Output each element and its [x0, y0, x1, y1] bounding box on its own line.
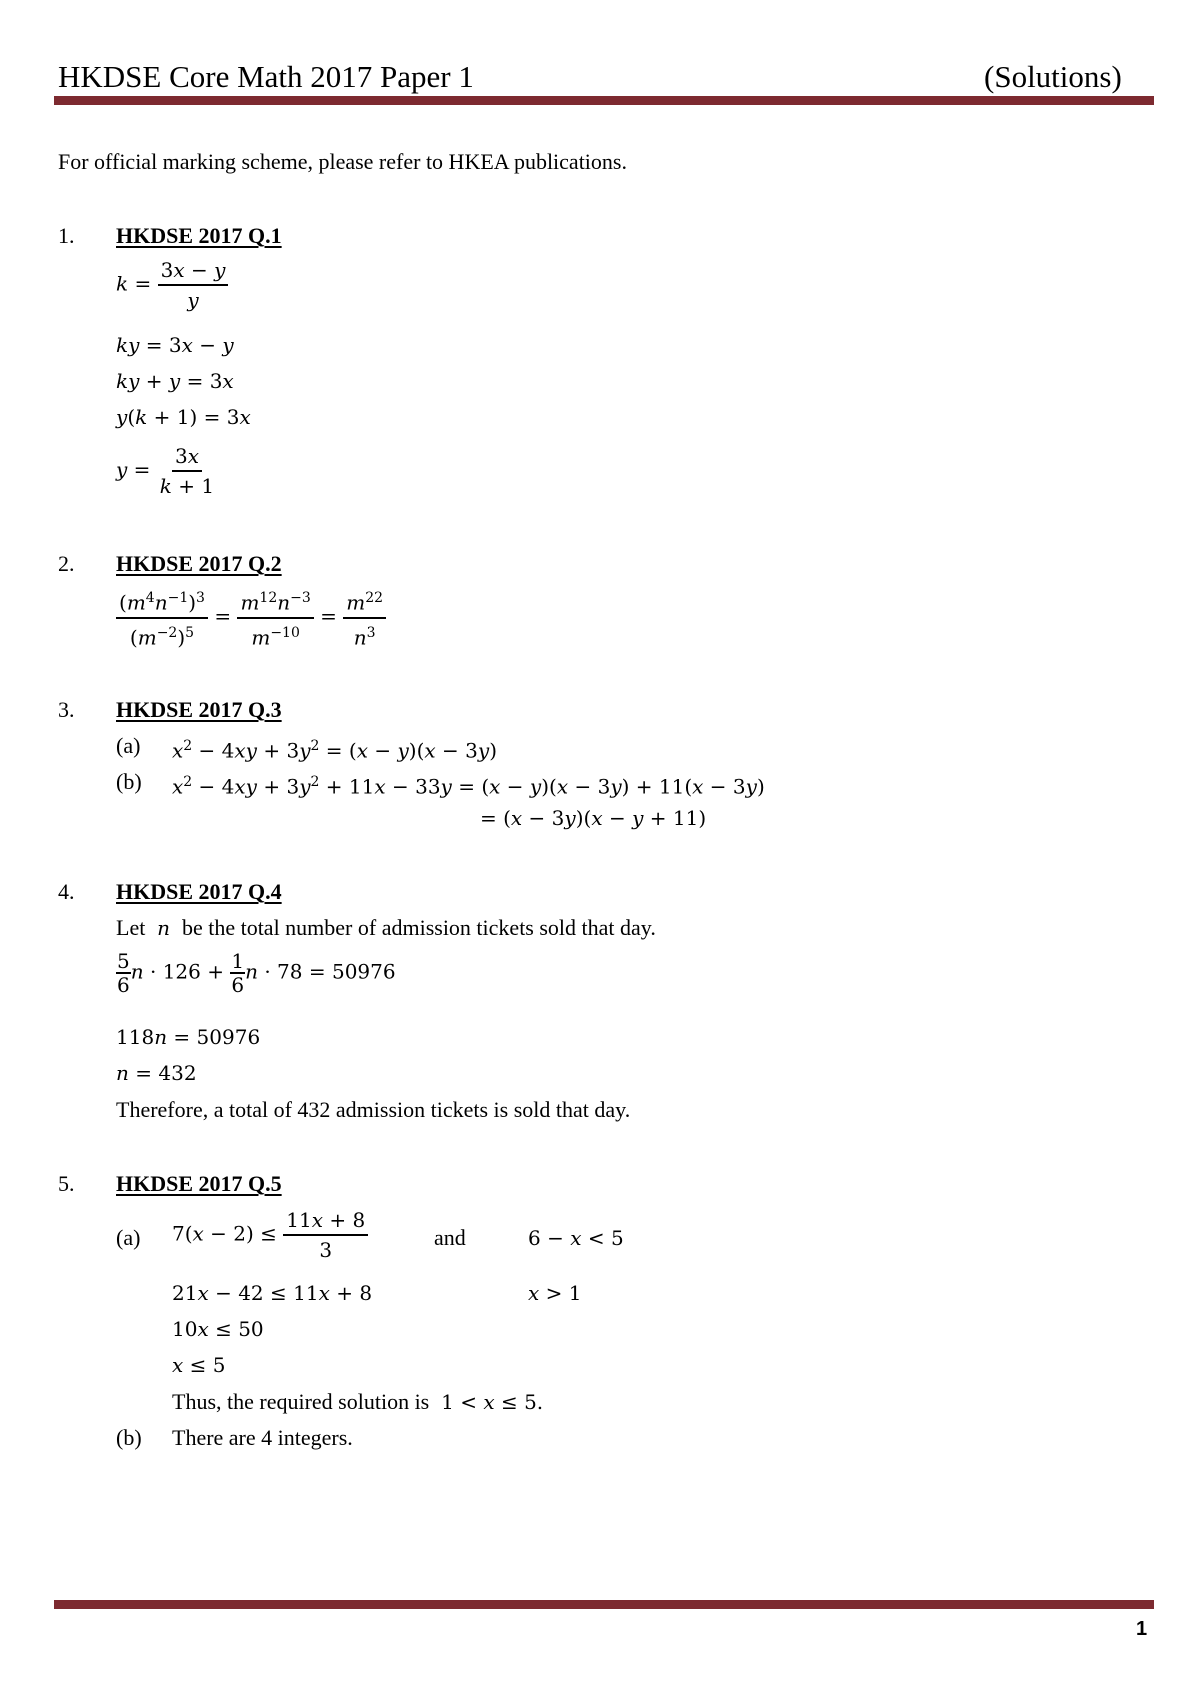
q5-b-answer: There are 4 integers.: [172, 1425, 353, 1450]
q4-let-statement: Let n be the total number of admission tickets sold that day.: [116, 915, 656, 940]
q1-step-5: y = $\frac{3x}{k + 1}$: [116, 444, 215, 498]
q4-let-suffix: be the total number of admission tickets sold that day.: [181, 915, 656, 940]
q5-a-step-3: x ≤ 5: [172, 1353, 226, 1377]
q5-a-conclusion: Thus, the required solution is 1 < x ≤ 5.: [172, 1389, 544, 1414]
q5-part-a-label: (a): [116, 1225, 141, 1250]
q3-part-a-label: (a): [116, 733, 141, 758]
question-title-1: HKDSE 2017 Q.1: [116, 223, 282, 248]
question-number-5: 5.: [58, 1171, 75, 1196]
q3-part-a-equation: $x^2 - 4xy + 3y^2 = (x - y)(x - 3y)$: [172, 738, 497, 763]
footer-rule: [54, 1600, 1154, 1609]
q5-thus-prefix: Thus, the required solution is: [172, 1389, 430, 1414]
q4-conclusion: Therefore, a total of 432 admission tickets is sold that day.: [116, 1097, 631, 1122]
q5-a-step-1b: x > 1: [528, 1281, 582, 1305]
intro-note: For official marking scheme, please refer to HKEA publications.: [58, 149, 627, 174]
question-number-2: 2.: [58, 551, 75, 576]
q4-step-3: n = 432: [116, 1061, 197, 1085]
document-title: HKDSE Core Math 2017 Paper 1: [58, 59, 474, 94]
q1-step-4: y(k + 1) = 3x: [116, 405, 251, 429]
q5-a-inequality-2: 6 − x < 5: [528, 1226, 624, 1250]
q3-part-b-line-1: $x^2 - 4xy + 3y^2 + 11x - 33y = (x - y)(x - 3y) + 11(x - 3y)$: [172, 774, 765, 799]
question-number-4: 4.: [58, 879, 75, 904]
q5-a-step-1: 21x − 42 ≤ 11x + 8: [172, 1281, 373, 1305]
q5-and-word: and: [434, 1225, 466, 1250]
q5-a-step-2: 10x ≤ 50: [172, 1317, 264, 1341]
q5-part-b-label: (b): [116, 1425, 142, 1450]
q2-expression: $\frac{(m^4n^{-1})^3}{(m^{-2})^5}$ = $\frac{m^{12}n^{-3}}{m^{-10}}$ = $\frac{m^{22}}{n^3}$: [116, 584, 386, 651]
q4-step-2: 118n = 50976: [116, 1025, 261, 1049]
q1-step-2: ky = 3x − y: [116, 333, 234, 357]
header-rule: [54, 96, 1154, 105]
question-title-4: HKDSE 2017 Q.4: [116, 879, 282, 904]
question-number-1: 1.: [58, 223, 75, 248]
question-title-5: HKDSE 2017 Q.5: [116, 1171, 282, 1196]
solutions-label: (Solutions): [984, 59, 1122, 94]
q4-let-prefix: Let: [116, 915, 146, 940]
q1-step-1: k = $\frac{3x - y}{y}$: [116, 256, 228, 314]
q5-a-inequality-1: 7(x − 2) ≤ $\frac{11x + 8}{3}$: [172, 1206, 368, 1264]
question-title-3: HKDSE 2017 Q.3: [116, 697, 282, 722]
page-number: 1: [1136, 1618, 1148, 1640]
question-number-3: 3.: [58, 697, 75, 722]
q1-step-3: ky + y = 3x: [116, 369, 234, 393]
q3-part-b-line-2: = (x − 3y)(x − y + 11): [480, 806, 707, 830]
question-title-2: HKDSE 2017 Q.2: [116, 551, 282, 576]
q4-equation: $\frac{5}{6}$ n · 126 + $\frac{1}{6}$ n · 78 = 50976: [117, 949, 396, 997]
q3-part-b-label: (b): [116, 769, 142, 794]
